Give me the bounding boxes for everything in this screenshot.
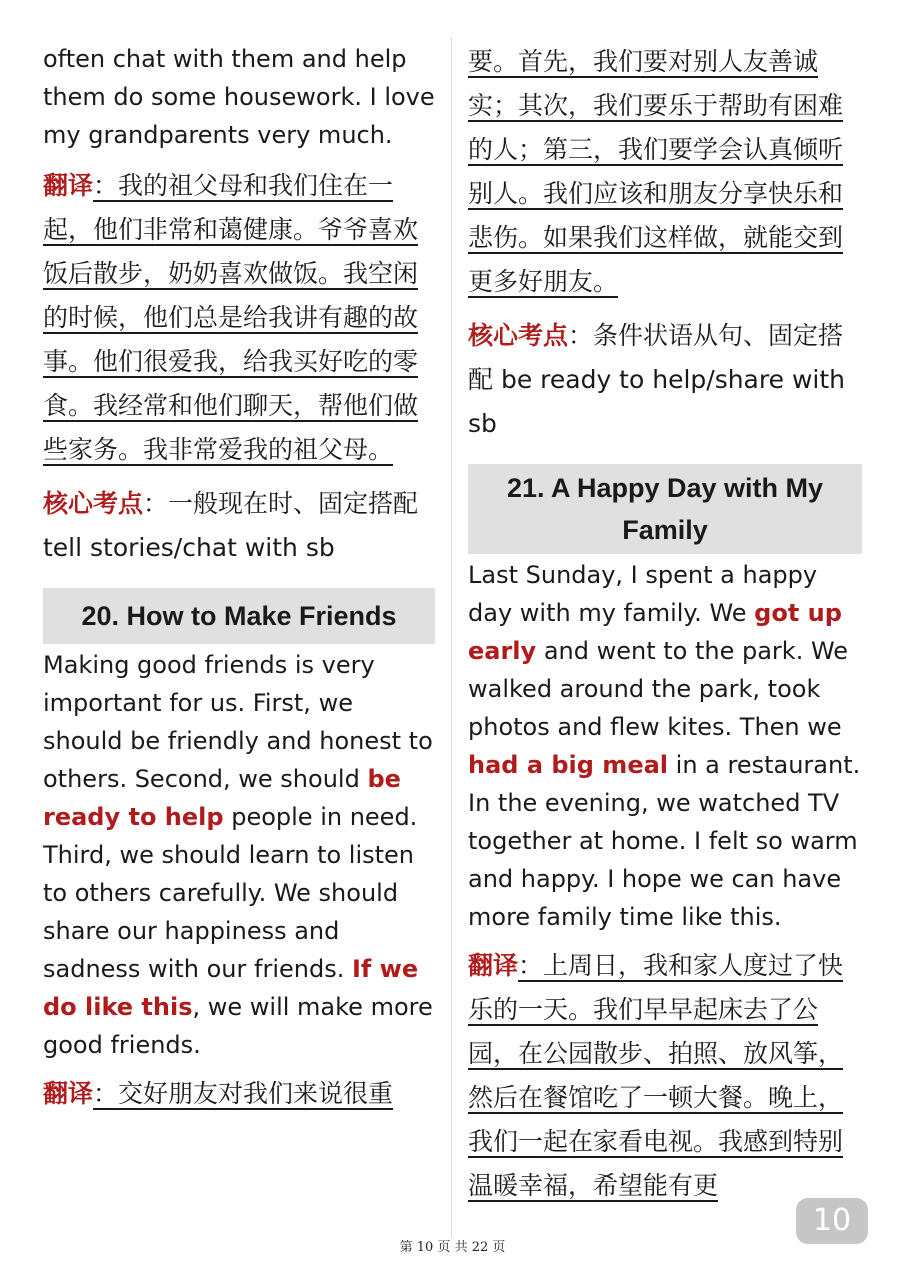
key-points-text: ：条件状语从句、固定搭配 be ready to help/share with sb — [468, 321, 845, 438]
page-footer: 第 10 页 共 22 页 — [399, 1240, 506, 1255]
section-heading-20: 20. How to Make Friends — [43, 588, 435, 644]
key-points-label: 核心考点 — [468, 321, 569, 350]
key-points-1 — [43, 482, 435, 570]
column-divider — [451, 38, 452, 1238]
translation-block-3 — [468, 944, 862, 1208]
translation-block-2-cont — [468, 40, 862, 304]
page-number-badge: 10 — [796, 1198, 868, 1244]
essay-text: Making good friends is very important for us. First, we should be friendly and honest to others. Second, we should — [43, 651, 433, 793]
essay-20-paragraph — [43, 646, 435, 1064]
key-points-text: ：一般现在时、固定搭配 tell stories/chat with sb — [43, 489, 419, 562]
translation-text: ：交好朋友对我们来说很重 — [93, 1079, 394, 1108]
translation-label: 翻译 — [468, 951, 519, 980]
translation-label: 翻译 — [43, 1079, 94, 1108]
translation-block-2-start — [43, 1072, 435, 1116]
essay-text: , we will make more good friends. — [43, 993, 433, 1059]
highlight-phrase: had a big meal — [468, 751, 669, 779]
translation-block-1 — [43, 164, 435, 472]
highlight-phrase: If we do like this — [43, 955, 419, 1021]
highlight-phrase: got up early — [468, 599, 842, 665]
intro-paragraph: often chat with them and help them do some housework. I love my grandparents very much. — [43, 45, 435, 149]
section-heading-21: 21. A Happy Day with My Family — [468, 464, 862, 554]
essay-text: in a restaurant. In the evening, we watched TV together at home. I felt so warm and happy. I hope we can have more family time like this. — [468, 751, 861, 931]
translation-label: 翻译 — [43, 171, 94, 200]
key-points-label: 核心考点 — [43, 489, 144, 518]
translation-text: ：我的祖父母和我们住在一起，他们非常和蔼健康。爷爷喜欢饭后散步，奶奶喜欢做饭。我空闲的时候，他们总是给我讲有趣的故事。他们很爱我，给我买好吃的零食。我经常和他们聊天，帮他们做些家务。我非常爱我的祖父母。 — [43, 171, 419, 464]
translation-text: ：上周日，我和家人度过了快乐的一天。我们早早起床去了公园，在公园散步、拍照、放风筝，然后在餐馆吃了一顿大餐。晚上，我们一起在家看电视。我感到特别温暖幸福，希望能有更 — [468, 951, 844, 1200]
highlight-phrase: be ready to help — [43, 765, 401, 831]
essay-text: and went to the park. We walked around the park, took photos and flew kites. Then we — [468, 637, 849, 741]
translation-text: 要。首先，我们要对别人友善诚实；其次，我们要乐于帮助有困难的人；第三，我们要学会认真倾听别人。我们应该和朋友分享快乐和悲伤。如果我们这样做，就能交到更多好朋友。 — [468, 47, 844, 296]
essay-text: Last Sunday, I spent a happy day with my family. We — [468, 561, 818, 627]
key-points-2 — [468, 314, 862, 446]
essay-21-paragraph — [468, 556, 862, 936]
essay-text: people in need. Third, we should learn to listen to others carefully. We should share our happiness and sadness with our friends. — [43, 803, 418, 983]
right-column — [468, 40, 862, 1208]
left-column — [43, 40, 435, 1116]
